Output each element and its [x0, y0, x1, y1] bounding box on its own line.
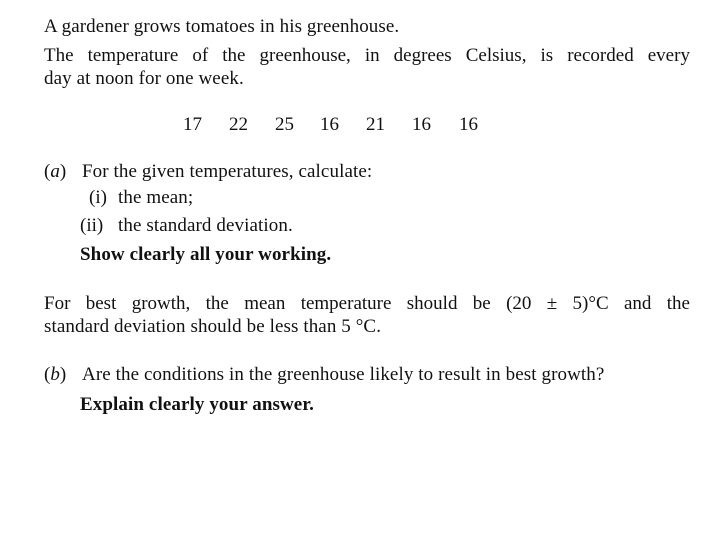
part-a-instruction: Show clearly all your working. — [80, 244, 332, 265]
intro-line-2-word: is — [540, 45, 554, 66]
temperature-value: 22 — [229, 114, 248, 135]
part-b-marker: (b) — [44, 364, 67, 385]
intro-line-2 — [44, 45, 690, 67]
condition-line-1-word: should — [406, 293, 458, 314]
condition-line-1-word: be — [472, 293, 491, 314]
temperature-value: 16 — [459, 114, 478, 135]
condition-line-1-word: mean — [244, 293, 286, 314]
part-b-instruction: Explain clearly your answer. — [80, 394, 314, 415]
condition-line-1-word: the — [666, 293, 690, 314]
intro-line-2-word: degrees — [393, 45, 452, 66]
temperature-list — [0, 114, 720, 138]
condition-line-2: standard deviation should be less than 5 °C. — [44, 316, 382, 337]
intro-line-2-word: the — [222, 45, 246, 66]
condition-line-1-word: 5)°C — [572, 293, 609, 314]
condition-line-1-word: growth, — [131, 293, 191, 314]
intro-line-1: A gardener grows tomatoes in his greenhouse. — [44, 16, 400, 37]
item-i-text: the mean; — [118, 187, 194, 208]
item-ii-text: the standard deviation. — [118, 215, 293, 236]
temperature-value: 16 — [320, 114, 339, 135]
intro-line-2-word: every — [647, 45, 690, 66]
temperature-value: 25 — [275, 114, 294, 135]
intro-line-2-word: The — [44, 45, 74, 66]
intro-line-3: day at noon for one week. — [44, 68, 244, 89]
temperature-value: 16 — [412, 114, 431, 135]
intro-line-2-word: greenhouse, — [259, 45, 351, 66]
part-a-marker: (a) — [44, 161, 67, 182]
condition-line-1 — [44, 293, 690, 315]
intro-line-2-word: recorded — [567, 45, 634, 66]
intro-line-2-word: of — [192, 45, 209, 66]
part-a-prompt: For the given temperatures, calculate: — [82, 161, 373, 182]
temperature-value: 21 — [366, 114, 385, 135]
condition-line-1-word: and — [623, 293, 652, 314]
condition-line-1-word: For — [44, 293, 71, 314]
condition-line-1-word: (20 — [506, 293, 532, 314]
condition-line-1-word: the — [205, 293, 229, 314]
condition-line-1-word: best — [85, 293, 117, 314]
part-b-question: Are the conditions in the greenhouse likely to result in best growth? — [82, 364, 605, 385]
item-ii-label: (ii) — [80, 215, 104, 236]
intro-line-2-word: in — [364, 45, 380, 66]
condition-line-1-word: temperature — [300, 293, 392, 314]
item-i-label: (i) — [89, 187, 107, 208]
intro-line-2-word: Celsius, — [465, 45, 527, 66]
temperature-value: 17 — [183, 114, 202, 135]
intro-line-2-word: temperature — [87, 45, 179, 66]
condition-line-1-word: ± — [546, 293, 558, 314]
